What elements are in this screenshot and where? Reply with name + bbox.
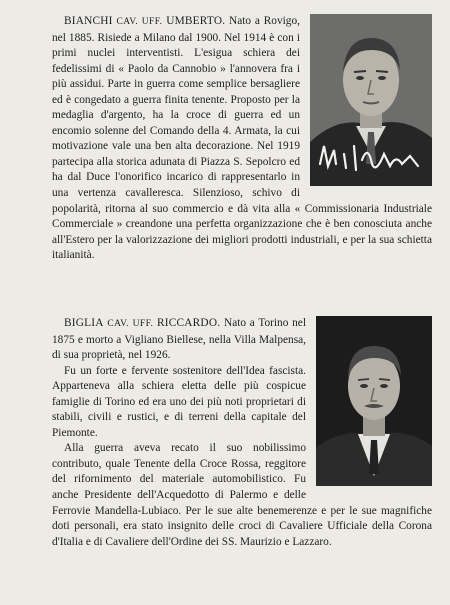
portrait-photo-biglia	[316, 316, 432, 486]
person-title: CAV. UFF.	[116, 17, 163, 27]
portrait-photo-bianchi	[310, 14, 432, 186]
portrait-image	[316, 316, 432, 486]
biography-paragraph: Alla guerra aveva recato il suo nobilissimo contributo, quale Tenente della Croce Rossa, reggitore del rifornimento del materiale automobilistico. Fu anche Presidente dell'Acquedotto di Palermo e delle Ferrovie Mandella-Lubiaco. Per le sue alte benemerenze e per le sue magnifiche doti personali, era stato insignito delle croci di Cavaliere Ufficiale della Corona d'Italia e di Cavaliere dell'Ordine dei SS. Maurizio e Lazzaro.	[52, 442, 432, 548]
person-surname: BIGLIA	[64, 317, 104, 329]
biography-paragraph: Fu un forte e fervente sostenitore dell'Idea fascista. Apparteneva alla schiera eletta delle più cospicue famiglie di Torino ed era uno dei più noti proprietari di stabili, civili e rustici, e di terreni della capitale del Piemonte.	[52, 364, 306, 439]
person-firstname: UMBERTO.	[166, 15, 226, 27]
biography-entry-biglia	[52, 316, 432, 550]
biography-paragraph: Nato a Torino nel 1875 e morto a Vigliano Biellese, nella Villa Malpensa, di sua proprietà, nel 1926.	[52, 317, 306, 362]
biography-paragraph: Nato a Rovigo, nel 1885. Risiede a Milano dal 1900. Nel 1914 è con i primi nuclei interventisti. L'esigua schiera dei fedelissimi di « Paolo da Cannobio » l'annovera fra i più assidui. Parte in guerra come semplice bersagliere ed è congedato a guerra finita tenente. Proposto per la medaglia d'argento, ha la croce di guerra ed un encomio solenne del Comando della 4. Armata, la cui motivazione vale una ben alta decorazione. Nel 1919 partecipa alla storica adunata di Piazza S. Sepolcro ed ha dal Duce l'onorifico incarico di rappresentarlo in una vertenza cavalleresca. Silenzioso, schivo di popolarità, ritorna al suo commercio e dà vita alla « Commissionaria Industriale Commerciale » creandone una perfetta organizzazione che è ben conosciuta anche all'Estero per la valorizzazione dei migliori prodotti industriali, e per la sua schietta italianità.	[52, 15, 432, 262]
person-firstname: RICCARDO.	[157, 317, 221, 329]
biography-entry-bianchi	[52, 14, 432, 264]
portrait-image	[310, 14, 432, 186]
person-surname: BIANCHI	[64, 15, 113, 27]
person-title: CAV. UFF.	[107, 319, 154, 329]
